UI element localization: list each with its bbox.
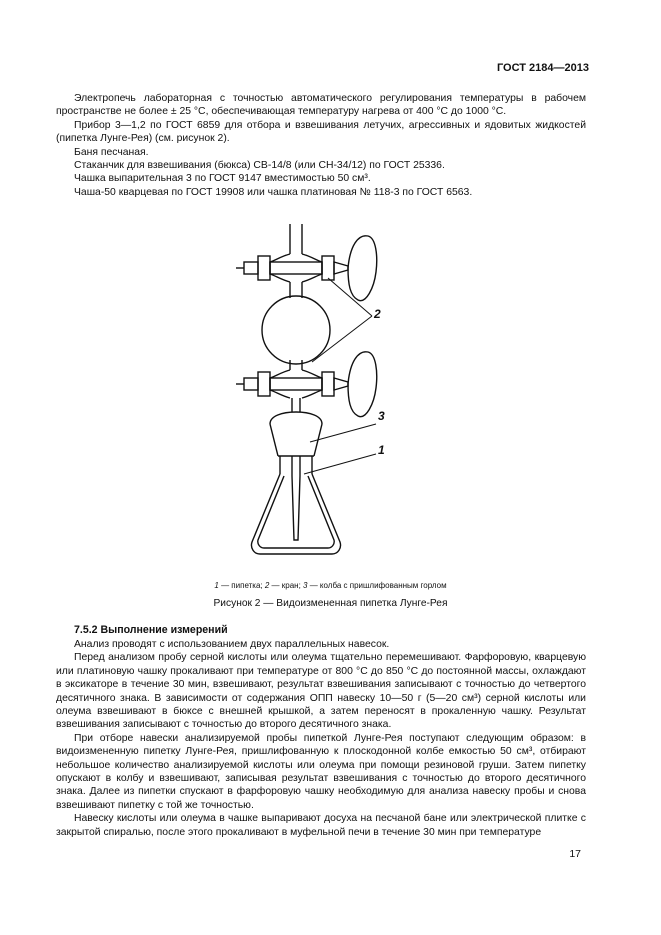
callout-2: 2 [374,307,381,321]
callout-3: 3 [378,409,385,423]
section-heading: 7.5.2 Выполнение измерений [74,624,228,636]
section-paragraph: Навеску кислоты или олеума в чашке выпаривают досуха на песчаной бане или электрической плитке с закрытой спиралью, после этого прокаливают в муфельной печи в течение 30 мин при температуре [56,813,586,838]
key-number-2: 2 [264,581,270,590]
equipment-item-pipette-device: Прибор 3—1,2 по ГОСТ 6859 для отбора и взвешивания летучих, агрессивных и ядовитых жидкостей (пипетка Лунге-Рея) (см. рисунок 2). [56,119,586,145]
key-text-2: — кран; [269,581,304,590]
equipment-item-quartz-bowl: Чаша-50 кварцевая по ГОСТ 19908 или чашка платиновая № 118-3 по ГОСТ 6563. [74,186,473,198]
callout-1: 1 [378,443,385,457]
equipment-item-sand-bath: Баня песчаная. [74,146,149,158]
key-number-3: 3 [303,581,308,590]
key-text-3: — колба с пришлифованным горлом [307,581,447,590]
section-paragraph: Перед анализом пробу серной кислоты или олеума тщательно перемешивают. Фарфоровую, кварцевую или платиновую чашку прокаливают при температуре от 800 °C до 850 °C до постоянной массы, охлаждают в эксикаторе в течение 30 мин, взвешивают, результат взвешивания записывают с точностью до четвертого десятичного знака. В зависимости от содержания ОПП навеску 10—50 г (5—20 см³) серной кислоты или олеума взвешивают в бюксе с внешней крышкой, а затем переносят в прокаленную чашку. Результат взвешивания записывают с точностью до второго десятичного знака. [56,652,586,731]
equipment-item-weighing-bottle: Стаканчик для взвешивания (бюкса) СВ-14/8 (или СН-34/12) по ГОСТ 25336. [74,160,445,172]
page-number: 17 [569,848,581,860]
section-paragraph: При отборе навески анализируемой пробы пипеткой Лунге-Рея поступают следующим образом: в видоизмененную пипетку Лунге-Рея, пришлифованную к плоскодонной колбе емкостью 50 см³, отбирают небольшое количество анализируемой кислоты или олеума при помощи резиновой груши. Затем пипетку опускают в колбу и взвешивают, записывая результат взвешивания с точностью до второго десятичного знака. Далее из пипетки спускают в фарфоровую чашку необходимую для анализа навеску пробы и снова взвешивают пипетку с той же точностью. [56,732,586,811]
key-text-1: — пипетка; [218,581,265,590]
equipment-list [56,92,586,199]
key-number-1: 1 [214,581,219,590]
section-paragraph: Анализ проводят с использованием двух параллельных навесок. [74,639,390,650]
equipment-item-furnace: Электропечь лабораторная с точностью автоматического регулирования температуры в рабочем пространстве не более ± 25 °C, обеспечивающая температуру нагрева от 400 °C до 1000 °C. [56,93,586,118]
section-body [56,638,586,839]
figure-caption: Рисунок 2 — Видоизмененная пипетка Лунге-Рея [213,598,448,609]
figure-key [0,581,661,590]
equipment-item-evaporating-dish: Чашка выпарительная 3 по ГОСТ 9147 вместимостью 50 см³. [74,173,371,185]
document-standard-header: ГОСТ 2184—2013 [496,62,589,74]
lunge-rey-pipette-figure [200,212,460,584]
